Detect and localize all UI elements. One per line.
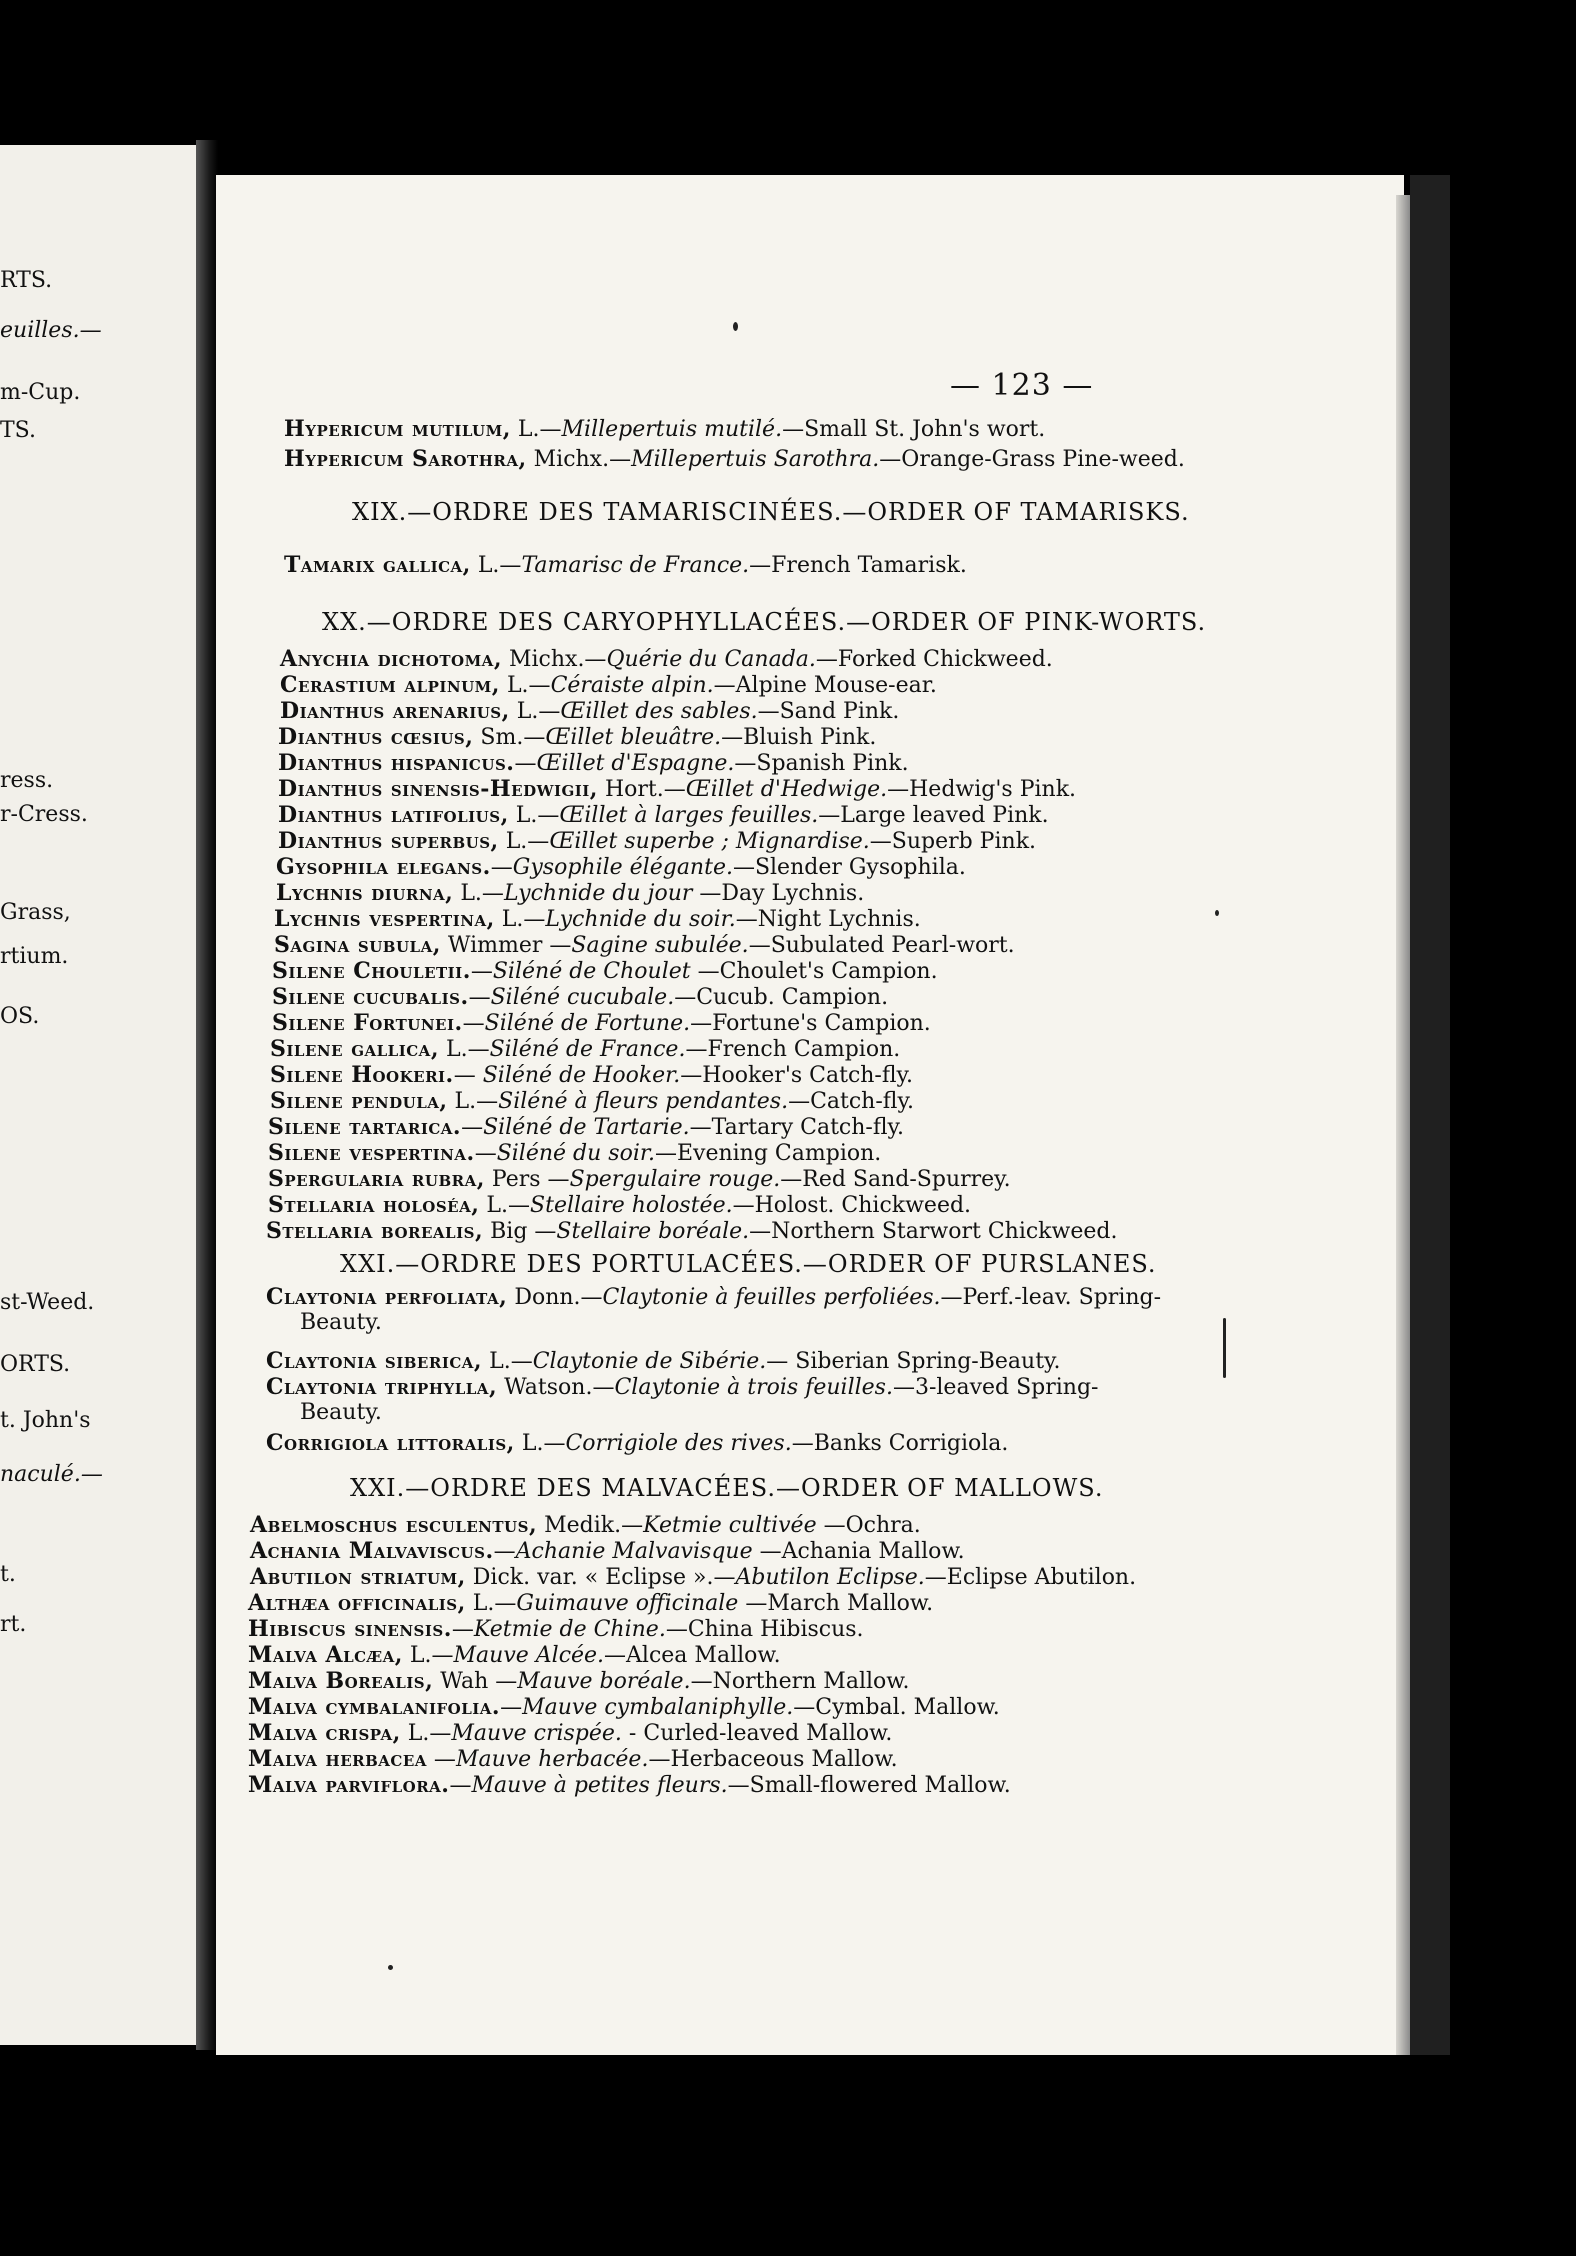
author: Dick. var. « Eclipse ».— [465,1565,736,1590]
author: Michx.— [526,447,632,472]
latin-name: Dianthus cœsius, [278,724,474,750]
french-name: Millepertuis Sarothra. [631,447,880,472]
species-entry [248,1618,864,1641]
latin-name: Stellaria holoséa, [268,1192,480,1218]
french-name: Gysophile élégante. [512,855,733,880]
author: Hort.— [597,777,686,802]
species-entry [270,1038,900,1061]
latin-name: Silene Chouletii. [272,958,471,984]
latin-name: Tamarix gallica, [284,552,471,578]
french-name: Lychnide du jour [503,881,693,906]
author: — [500,1695,523,1720]
english-name: —Hooker's Catch-fly. [680,1063,914,1088]
author: — [453,1063,483,1088]
english-name: —Day Lychnis. [692,881,865,906]
french-name: Quérie du Canada. [606,647,816,672]
section-heading: XIX.—ORDRE DES TAMARISCINÉES.—ORDER OF TAMARISKS. [352,498,1190,526]
latin-name: Anychia dichotoma, [280,646,502,672]
french-name: Siléné de Choulet [492,959,691,984]
author: — [461,1115,484,1140]
latin-name: Corrigiola littoralis, [266,1430,515,1456]
species-entry [248,1644,781,1667]
species-entry [248,1592,933,1615]
french-name: Spergulaire rouge. [569,1167,781,1192]
latin-name: Dianthus sinensis-Hedwigii, [278,776,598,802]
english-name: —Superb Pink. [869,829,1037,854]
english-name: —China Hibiscus. [665,1617,864,1642]
page-number: — 123 — [950,368,1094,403]
species-entry [278,804,1049,827]
species-entry [284,418,1045,441]
french-name: Œillet d'Espagne. [536,751,735,776]
left-page-text-fragment: t. John's [0,1408,91,1433]
author: — [470,959,493,984]
left-page-text-fragment: st-Weed. [0,1290,95,1315]
author: — [451,1617,474,1642]
ink-speck [733,322,738,331]
species-entry [268,1142,881,1165]
english-name: —Orange-Grass Pine-weed. [879,447,1185,472]
latin-name: Cerastium alpinum, [280,672,500,698]
latin-name: Silene pendula, [270,1088,448,1114]
latin-name: Stellaria borealis, [266,1218,484,1244]
left-page-text-fragment: Grass, [0,900,71,925]
latin-name: Hibiscus sinensis. [248,1616,452,1642]
author: Donn.— [507,1285,603,1310]
latin-name: Silene Fortunei. [272,1010,463,1036]
french-name: Siléné de Hooker. [482,1063,681,1088]
author: L.— [510,417,562,442]
english-name: —Ochra. [816,1513,921,1538]
species-entry [278,778,1076,801]
french-name: Mauve herbacée. [455,1747,649,1772]
left-page-text-fragment: ORTS. [0,1352,71,1377]
author: L.— [498,829,550,854]
latin-name: Claytonia triphylla, [266,1374,498,1400]
french-name: Siléné à fleurs pendantes. [498,1089,789,1114]
latin-name: Malva crispa, [248,1720,401,1746]
english-name: —Holost. Chickweed. [732,1193,972,1218]
english-name: —Large leaved Pink. [818,803,1049,828]
english-name: —Alpine Mouse-ear. [713,673,937,698]
english-name: —Sand Pink. [757,699,900,724]
latin-name: Sagina subula, [274,932,441,958]
english-name: —Northern Mallow. [690,1669,910,1694]
french-name: Tamarisc de France. [521,553,750,578]
latin-name: Achania Malvaviscus. [250,1538,494,1564]
species-entry [268,1194,971,1217]
author: L.— [402,1643,454,1668]
french-name: Siléné du soir. [496,1141,655,1166]
english-name: —Northern Starwort Chickweed. [749,1219,1118,1244]
species-entry [266,1286,1161,1309]
english-name: —Subulated Pearl-wort. [748,933,1015,958]
author: Michx.— [501,647,607,672]
english-name: —Small St. John's wort. [782,417,1046,442]
french-name: Claytonie à trois feuilles. [614,1375,893,1400]
english-name: —Catch-fly. [788,1089,914,1114]
english-name: —Hedwig's Pink. [887,777,1077,802]
author: L.— [479,1193,531,1218]
latin-name: Malva herbacea [248,1746,427,1772]
species-entry [280,674,937,697]
left-page-text-fragment: rtium. [0,944,69,969]
english-name: —Bluish Pink. [721,725,877,750]
author: — [490,855,513,880]
latin-name: Silene tartarica. [268,1114,462,1140]
french-name: Siléné de France. [489,1037,686,1062]
left-page-text-fragment: m-Cup. [0,380,81,405]
french-name: Achanie Malvavisque [515,1539,753,1564]
english-name: —Slender Gysophila. [732,855,966,880]
section-heading: XX.—ORDRE DES CARYOPHYLLACÉES.—ORDER OF PINK-WORTS. [322,608,1207,636]
english-name: —Banks Corrigiola. [791,1431,1009,1456]
left-page-text-fragment: TS. [0,418,36,443]
english-name: —Fortune's Campion. [690,1011,931,1036]
left-page-text-fragment: r-Cress. [0,802,88,827]
author: — [449,1773,472,1798]
latin-name: Silene Hookeri. [270,1062,454,1088]
latin-name: Silene vespertina. [268,1140,475,1166]
french-name: Stellaire boréale. [556,1219,750,1244]
english-name: —French Tamarisk. [749,553,967,578]
english-name: —Red Sand-Spurrey. [780,1167,1011,1192]
french-name: Guimauve officinale [516,1591,739,1616]
author: Medik.— [537,1513,644,1538]
species-entry [248,1696,1000,1719]
author: L.— [514,1431,566,1456]
author: L.— [482,1349,533,1374]
latin-name: Lychnis diurna, [276,880,454,906]
author: — [462,1011,485,1036]
french-name: Corrigiole des rives. [565,1431,792,1456]
french-name: Ketmie cultivée [643,1513,817,1538]
french-name: Œillet superbe ; Mignardise. [549,829,870,854]
latin-name: Malva Alcæa, [248,1642,403,1668]
species-entry [270,1064,913,1087]
species-entry [278,752,909,775]
entry-continuation: Beauty. [300,1310,382,1335]
english-name: —Cucub. Campion. [674,985,889,1010]
latin-name: Claytonia perfoliata, [266,1284,508,1310]
french-name: Mauve Alcée. [453,1643,605,1668]
french-name: Œillet à larges feuilles. [559,803,819,828]
species-entry [266,1432,1008,1455]
species-entry [270,1090,914,1113]
page-edge [1396,195,1410,2055]
left-page-text-fragment: OS. [0,1004,40,1029]
species-entry [248,1774,1011,1797]
author: Big — [483,1219,557,1244]
species-entry [272,1012,931,1035]
english-name: —Eclipse Abutilon. [924,1565,1137,1590]
english-name: —Evening Campion. [654,1141,882,1166]
species-entry [280,648,1053,671]
english-name: —Choulet's Campion. [690,959,938,984]
species-entry [266,1220,1117,1243]
latin-name: Hypericum Sarothra, [284,446,527,472]
species-entry [250,1514,921,1537]
ink-speck [1215,910,1219,916]
author: L.— [453,881,504,906]
latin-name: Althæa officinalis, [248,1590,466,1616]
french-name: Stellaire holostée. [530,1193,733,1218]
french-name: Siléné cucubale. [490,985,675,1010]
latin-name: Claytonia siberica, [266,1348,483,1374]
author: L.— [508,803,560,828]
author: L.— [400,1721,452,1746]
left-page-text-fragment: ress. [0,768,54,793]
english-name: —Achania Mallow. [752,1539,965,1564]
entry-continuation: Beauty. [300,1400,382,1425]
french-name: Sagine subulée. [571,933,749,958]
english-name: —Spanish Pink. [734,751,909,776]
author: L.— [438,1037,490,1062]
english-name: —Forked Chickweed. [815,647,1053,672]
left-page-fragment [0,145,200,2045]
latin-name: Malva parviflora. [248,1772,450,1798]
author: — [426,1747,456,1772]
french-name: Siléné de Fortune. [484,1011,691,1036]
french-name: Céraiste alpin. [550,673,714,698]
french-name: Claytonie à feuilles perfoliées. [602,1285,941,1310]
scan-frame [1410,175,1450,2055]
species-entry [276,882,864,905]
author: L.— [470,553,522,578]
latin-name: Abutilon striatum, [250,1564,466,1590]
french-name: Mauve crispée. [451,1721,622,1746]
french-name: Œillet des sables. [560,699,758,724]
english-name: - Curled-leaved Mallow. [621,1721,893,1746]
latin-name: Malva cymbalanifolia. [248,1694,501,1720]
species-entry [280,700,899,723]
left-page-text-fragment: naculé.— [0,1462,103,1487]
author: Pers — [484,1167,570,1192]
left-page-text-fragment: RTS. [0,268,53,293]
latin-name: Spergularia rubra, [268,1166,485,1192]
book-gutter [196,140,218,2050]
french-name: Abutilon Eclipse. [735,1565,925,1590]
author: L.— [499,673,551,698]
species-entry [250,1540,965,1563]
latin-name: Silene gallica, [270,1036,439,1062]
species-entry [248,1748,898,1771]
english-name: —Perf.-leav. Spring- [940,1285,1162,1310]
species-entry [266,1376,1099,1399]
english-name: —Small-flowered Mallow. [727,1773,1011,1798]
english-name: —Tartary Catch-fly. [689,1115,905,1140]
species-entry [274,934,1015,957]
latin-name: Lychnis vespertina, [274,906,495,932]
section-heading: XXI.—ORDRE DES MALVACÉES.—ORDER OF MALLOWS. [350,1474,1104,1502]
french-name: Millepertuis mutilé. [561,417,783,442]
author: Watson.— [497,1375,615,1400]
species-entry [272,986,888,1009]
french-name: Mauve boréale. [517,1669,691,1694]
author: Wah — [433,1669,518,1694]
latin-name: Gysophila elegans. [276,854,491,880]
author: Sm.— [473,725,546,750]
author: — [468,985,491,1010]
ink-speck [1223,1318,1226,1378]
french-name: Ketmie de Chine. [473,1617,666,1642]
english-name: — Siberian Spring-Beauty. [766,1349,1061,1374]
species-entry [266,1350,1061,1373]
french-name: Œillet d'Hedwige. [685,777,888,802]
french-name: Mauve à petites fleurs. [471,1773,728,1798]
species-entry [248,1670,909,1693]
latin-name: Dianthus superbus, [278,828,499,854]
french-name: Siléné de Tartarie. [483,1115,690,1140]
species-entry [284,448,1185,471]
english-name: —Cymbal. Mallow. [793,1695,1000,1720]
left-page-text-fragment: euilles.— [0,318,102,343]
author: L.— [494,907,546,932]
english-name: —Night Lychnis. [735,907,921,932]
author: — [514,751,537,776]
french-name: Claytonie de Sibérie. [532,1349,767,1374]
english-name: —March Mallow. [738,1591,934,1616]
section-heading: XXI.—ORDRE DES PORTULACÉES.—ORDER OF PURSLANES. [340,1250,1157,1278]
species-entry [274,908,921,931]
species-entry [250,1566,1136,1589]
species-entry [272,960,938,983]
latin-name: Silene cucubalis. [272,984,469,1010]
author: — [493,1539,516,1564]
english-name: —Herbaceous Mallow. [648,1747,898,1772]
species-entry [248,1722,892,1745]
english-name: —French Campion. [685,1037,901,1062]
ink-speck [388,1965,393,1970]
species-entry [268,1116,904,1139]
author: L.— [447,1089,499,1114]
author: — [474,1141,497,1166]
french-name: Mauve cymbalaniphylle. [522,1695,794,1720]
latin-name: Abelmoschus esculentus, [250,1512,538,1538]
author: L.— [509,699,561,724]
species-entry [284,554,967,577]
french-name: Lychnide du soir. [545,907,736,932]
species-entry [268,1168,1011,1191]
latin-name: Hypericum mutilum, [284,416,511,442]
latin-name: Dianthus hispanicus. [278,750,515,776]
left-page-text-fragment: rt. [0,1612,27,1637]
species-entry [278,830,1036,853]
latin-name: Dianthus latifolius, [278,802,509,828]
species-entry [276,856,966,879]
english-name: —Alcea Mallow. [604,1643,781,1668]
author: L.— [465,1591,517,1616]
author: Wimmer — [440,933,572,958]
french-name: Œillet bleuâtre. [545,725,722,750]
latin-name: Malva Borealis, [248,1668,434,1694]
english-name: —3-leaved Spring- [892,1375,1099,1400]
latin-name: Dianthus arenarius, [280,698,510,724]
species-entry [278,726,876,749]
left-page-text-fragment: t. [0,1562,16,1587]
